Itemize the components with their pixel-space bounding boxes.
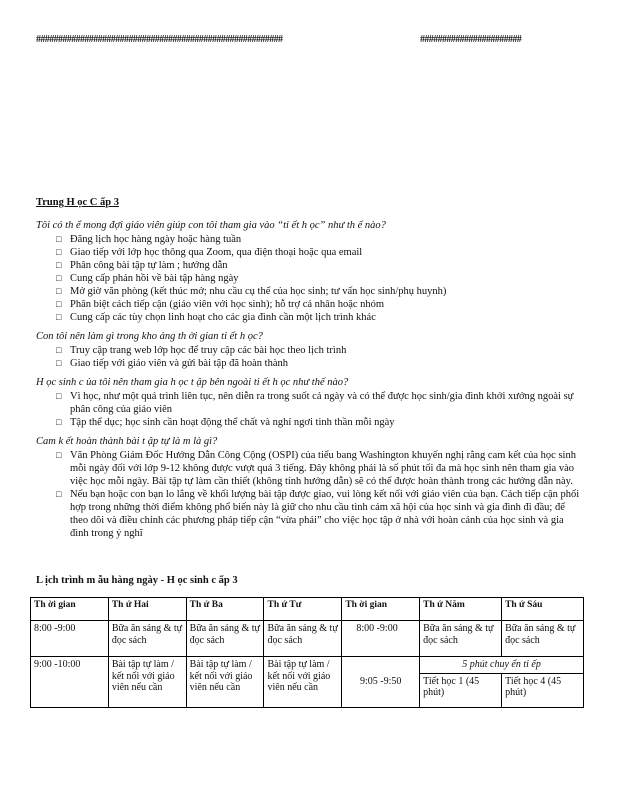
table-row xyxy=(31,621,584,657)
bullet-icon: □ xyxy=(56,299,62,309)
table-row xyxy=(31,657,584,674)
column-header: Th ứ Tư xyxy=(264,598,342,621)
bullet-icon: □ xyxy=(56,417,62,427)
list-item: □ Truy cập trang web lớp học để truy cập các bài học theo lịch trình xyxy=(56,345,347,356)
header-divider-right: ####################### xyxy=(420,34,522,45)
table-cell: Bữa ăn sáng & tự đọc sách xyxy=(264,621,342,657)
faq-section-1 xyxy=(36,219,582,324)
list-item: □ Văn Phòng Giám Đốc Hướng Dẫn Công Cộng (OSPI) của tiểu bang Washington khuyến nghị rằng cam kết của học sinh mỗi ngày đối với lớp 9-12 không được vượt quá 3 tiếng. Đây không phải là số phút tối đa mà học sinh nên tham gia vào việc học mỗi ngày. Bài tập tự làm cần thiết (không tính hướng dẫn) sẽ có thể được hoàn thành trong các hướng dẫn này. xyxy=(56,450,576,487)
table-cell: Bữa ăn sáng & tự đọc sách xyxy=(108,621,186,657)
section-title: Trung H ọc C ấp 3 xyxy=(36,197,119,208)
bullet-icon: □ xyxy=(56,345,62,355)
faq-question: H ọc sinh c ủa tôi nên tham gia h ọc t ập bên ngoài ti ết h ọc như thế nào? xyxy=(36,377,349,388)
table-cell: Tiết học 1 (45 phút) xyxy=(420,673,502,707)
schedule-table xyxy=(30,597,584,708)
faq-question: Tôi có th ể mong đợi giáo viên giúp con tôi tham gia vào “ti ết h ọc” như th ế nào? xyxy=(36,220,386,231)
document-body xyxy=(36,196,582,708)
list-item: □ Vì học, như một quá trình liên tục, nên diễn ra trong suốt cả ngày và có thể được học sinh/gia đình khởi xướng ngoài sự phân công của giáo viên xyxy=(56,391,574,415)
column-header: Th ời gian xyxy=(31,598,109,621)
bullet-icon: □ xyxy=(56,234,62,244)
faq-question: Cam k ết hoàn thành bài t ập tự là m là gì? xyxy=(36,436,218,447)
faq-section-4 xyxy=(36,435,582,540)
table-cell: Bữa ăn sáng & tự đọc sách xyxy=(502,621,584,657)
table-header-row xyxy=(31,598,584,621)
bullet-icon: □ xyxy=(56,260,62,270)
bullet-icon: □ xyxy=(56,286,62,296)
list-item: □ Cung cấp phản hồi về bài tập hàng ngày xyxy=(56,273,239,284)
bullet-icon: □ xyxy=(56,391,62,401)
column-header: Th ứ Năm xyxy=(420,598,502,621)
table-cell: Bài tập tự làm / kết nối với giáo viên nếu cần xyxy=(108,657,186,708)
faq-section-3 xyxy=(36,376,582,429)
bullet-icon: □ xyxy=(56,273,62,283)
list-item: □ Phân biệt cách tiếp cận (giáo viên với học sinh); hỗ trợ cá nhân hoặc nhóm xyxy=(56,299,385,310)
time-cell: 8:00 -9:00 xyxy=(342,621,420,657)
bullet-icon: □ xyxy=(56,489,62,499)
schedule-title: L ịch trình m ẫu hàng ngày - H ọc sinh c ấp 3 xyxy=(36,575,238,586)
column-header: Th ứ Ba xyxy=(186,598,264,621)
list-item: □ Cung cấp các tùy chọn linh hoạt cho các gia đình cần một lịch trình khác xyxy=(56,312,376,323)
table-cell: Tiết học 4 (45 phút) xyxy=(502,673,584,707)
time-cell: 9:00 -10:00 xyxy=(31,657,109,708)
bullet-icon: □ xyxy=(56,247,62,257)
header-divider-left: ######################################################## xyxy=(36,34,283,45)
list-item: □ Giao tiếp với lớp học thông qua Zoom, qua điện thoại hoặc qua email xyxy=(56,247,363,258)
column-header: Th ứ Sáu xyxy=(502,598,584,621)
list-item: □ Nếu bạn hoặc con bạn lo lắng về khối lượng bài tập được giao, vui lòng kết nối với giáo viên của bạn. Cách tiếp cận phối hợp trong những thời điểm không phổ biến này là giữ cho nhu cầu tình cảm xã hội của học sinh và gia đình đi đầu; để theo dõi và điều chỉnh các phương pháp tiếp cận “vừa phải” cho việc học tập ở nhà với hoàn cảnh của học sinh và gia đình trong ý nghĩ xyxy=(56,489,580,539)
bullet-icon: □ xyxy=(56,358,62,368)
list-item: □ Giao tiếp với giáo viên và gửi bài tập đã hoàn thành xyxy=(56,358,288,369)
time-cell: 8:00 -9:00 xyxy=(31,621,109,657)
faq-section-2 xyxy=(36,330,582,370)
column-header: Th ời gian xyxy=(342,598,420,621)
table-cell: Bài tập tự làm / kết nối với giáo viên nếu cần xyxy=(186,657,264,708)
bullet-icon: □ xyxy=(56,312,62,322)
list-item: □ Đăng lịch học hàng ngày hoặc hàng tuần xyxy=(56,234,242,245)
list-item: □ Tập thể dục; học sinh cần hoạt động thể chất và nghỉ ngơi tinh thần mỗi ngày xyxy=(56,417,395,428)
faq-question: Con tôi nên làm gì trong kho ảng th ời gian ti ết h ọc? xyxy=(36,331,263,342)
bullet-icon: □ xyxy=(56,450,62,460)
transition-cell: 5 phút chuy ển ti ếp xyxy=(420,657,584,674)
list-item: □ Mở giờ văn phòng (kết thúc mở; nhu cầu cụ thể của học sinh; tư vấn học sinh/phụ huynh) xyxy=(56,286,447,297)
table-cell: Bài tập tự làm / kết nối với giáo viên nếu cần xyxy=(264,657,342,708)
table-cell: Bữa ăn sáng & tự đọc sách xyxy=(186,621,264,657)
list-item: □ Phân công bài tập tự làm ; hướng dẫn xyxy=(56,260,228,271)
table-cell: Bữa ăn sáng & tự đọc sách xyxy=(420,621,502,657)
column-header: Th ứ Hai xyxy=(108,598,186,621)
time-cell: 9:05 -9:50 xyxy=(342,657,420,708)
